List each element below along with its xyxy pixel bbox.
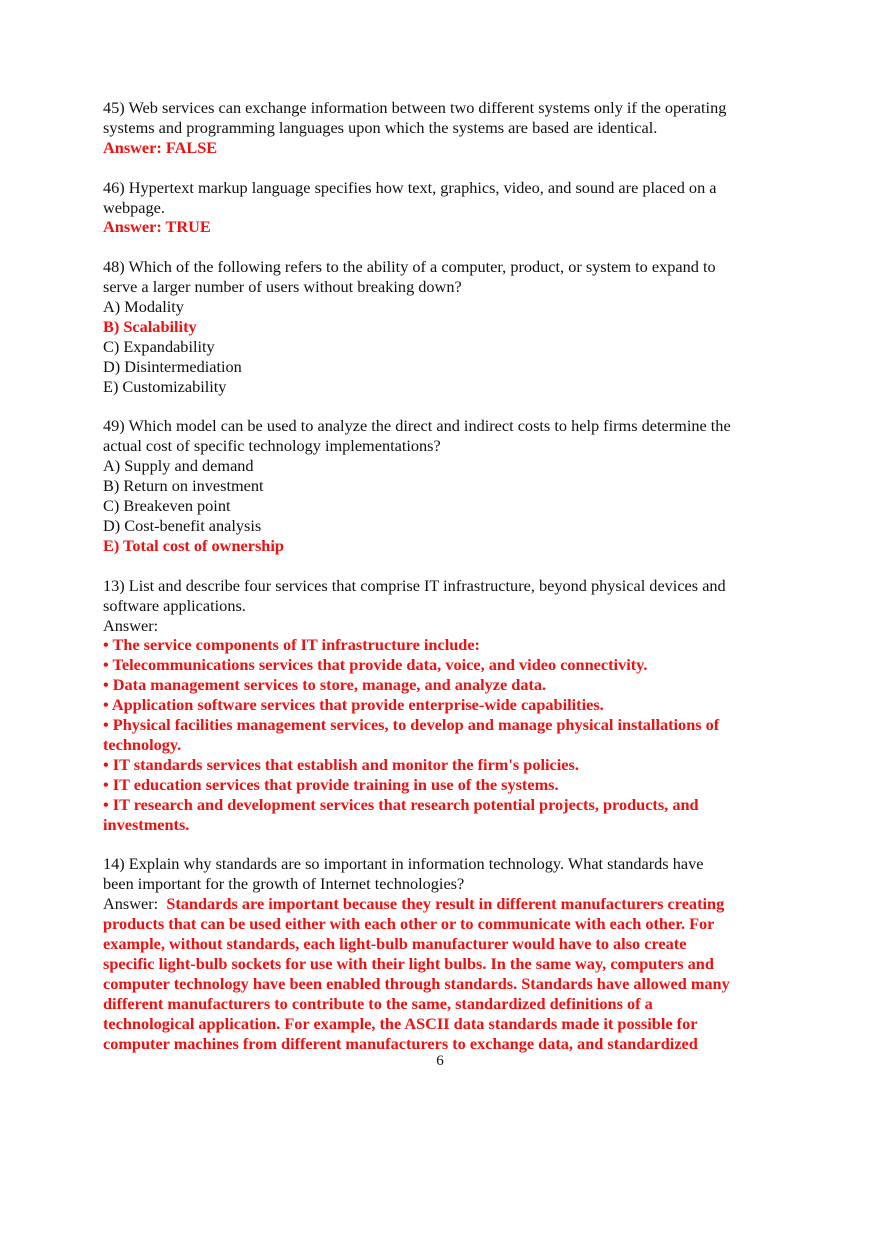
- page-number: 6: [436, 1053, 444, 1069]
- answer-text-line: computer technology have been enabled through standards. Standards have allowed many: [103, 973, 730, 993]
- answer-text-line: technological application. For example, the ASCII data standards made it possible for: [103, 1013, 698, 1033]
- answer-bullet-line: • Application software services that provide enterprise-wide capabilities.: [103, 695, 604, 715]
- option-d: D) Cost-benefit analysis: [103, 515, 262, 535]
- option-e-correct: E) Total cost of ownership: [103, 535, 284, 555]
- answer-text-line: specific light-bulb sockets for use with their light bulbs. In the same way, computers and: [103, 953, 714, 973]
- question-text-line: 13) List and describe four services that comprise IT infrastructure, beyond physical devices and: [103, 575, 726, 595]
- answer-bullet-line: technology.: [103, 734, 182, 754]
- question-45: [103, 98, 783, 158]
- answer-bullet-line: • IT research and development services that research potential projects, products, and: [103, 794, 699, 814]
- question-46: [103, 178, 783, 238]
- answer-text-line: computer machines from different manufacturers to exchange data, and standardized: [103, 1033, 698, 1053]
- question-text-line: 14) Explain why standards are so important in information technology. What standards have: [103, 854, 704, 874]
- answer-bullet-line: investments.: [103, 814, 190, 834]
- question-text-line: webpage.: [103, 197, 165, 217]
- question-text-line: 45) Web services can exchange information between two different systems only if the operating: [103, 98, 727, 117]
- answer-bullet-line: • Physical facilities management services, to develop and manage physical installations of: [103, 715, 720, 735]
- answer-first-line: [103, 894, 783, 914]
- answer-text-line: products that can be used either with each other or to communicate with each other. For: [103, 914, 715, 934]
- answer-bullet-line: • The service components of IT infrastructure include:: [103, 635, 480, 655]
- question-text-line: 48) Which of the following refers to the ability of a computer, product, or system to expand to: [103, 257, 716, 277]
- question-text-line: serve a larger number of users without breaking down?: [103, 277, 462, 297]
- question-14: [103, 854, 783, 1053]
- question-text-line: software applications.: [103, 595, 246, 615]
- answer-label: Answer:: [103, 894, 167, 914]
- question-13: [103, 576, 783, 835]
- option-e: E) Customizability: [103, 376, 227, 396]
- answer-bullet-line: • Data management services to store, manage, and analyze data.: [103, 675, 547, 695]
- option-c: C) Breakeven point: [103, 496, 231, 516]
- question-text-line: actual cost of specific technology implementations?: [103, 436, 441, 456]
- option-a: A) Modality: [103, 297, 184, 317]
- question-text-line: 49) Which model can be used to analyze the direct and indirect costs to help firms determine the: [103, 416, 731, 436]
- answer-bullet-line: • Telecommunications services that provide data, voice, and video connectivity.: [103, 655, 648, 675]
- answer-text: Standards are important because they result in different manufacturers creating: [166, 894, 725, 914]
- question-48: [103, 257, 783, 396]
- question-text-line: 46) Hypertext markup language specifies how text, graphics, video, and sound are placed on a: [103, 177, 717, 197]
- answer-label: Answer:: [103, 615, 159, 635]
- option-d: D) Disintermediation: [103, 356, 242, 376]
- page-content: [103, 98, 783, 1073]
- answer-text: Answer: FALSE: [103, 137, 218, 157]
- option-a: A) Supply and demand: [103, 456, 254, 476]
- answer-text-line: example, without standards, each light-bulb manufacturer would have to also create: [103, 933, 687, 953]
- answer-text-line: different manufacturers to contribute to the same, standardized definitions of a: [103, 993, 653, 1013]
- question-text-line: systems and programming languages upon which the systems are based are identical.: [103, 117, 658, 137]
- answer-bullet-line: • IT standards services that establish and monitor the firm's policies.: [103, 754, 579, 774]
- question-49: [103, 416, 783, 555]
- option-b: B) Return on investment: [103, 476, 264, 496]
- answer-text: Answer: TRUE: [103, 217, 211, 237]
- answer-bullet-line: • IT education services that provide training in use of the systems.: [103, 774, 559, 794]
- option-b-correct: B) Scalability: [103, 316, 197, 336]
- option-c: C) Expandability: [103, 336, 215, 356]
- question-text-line: been important for the growth of Internet technologies?: [103, 874, 465, 894]
